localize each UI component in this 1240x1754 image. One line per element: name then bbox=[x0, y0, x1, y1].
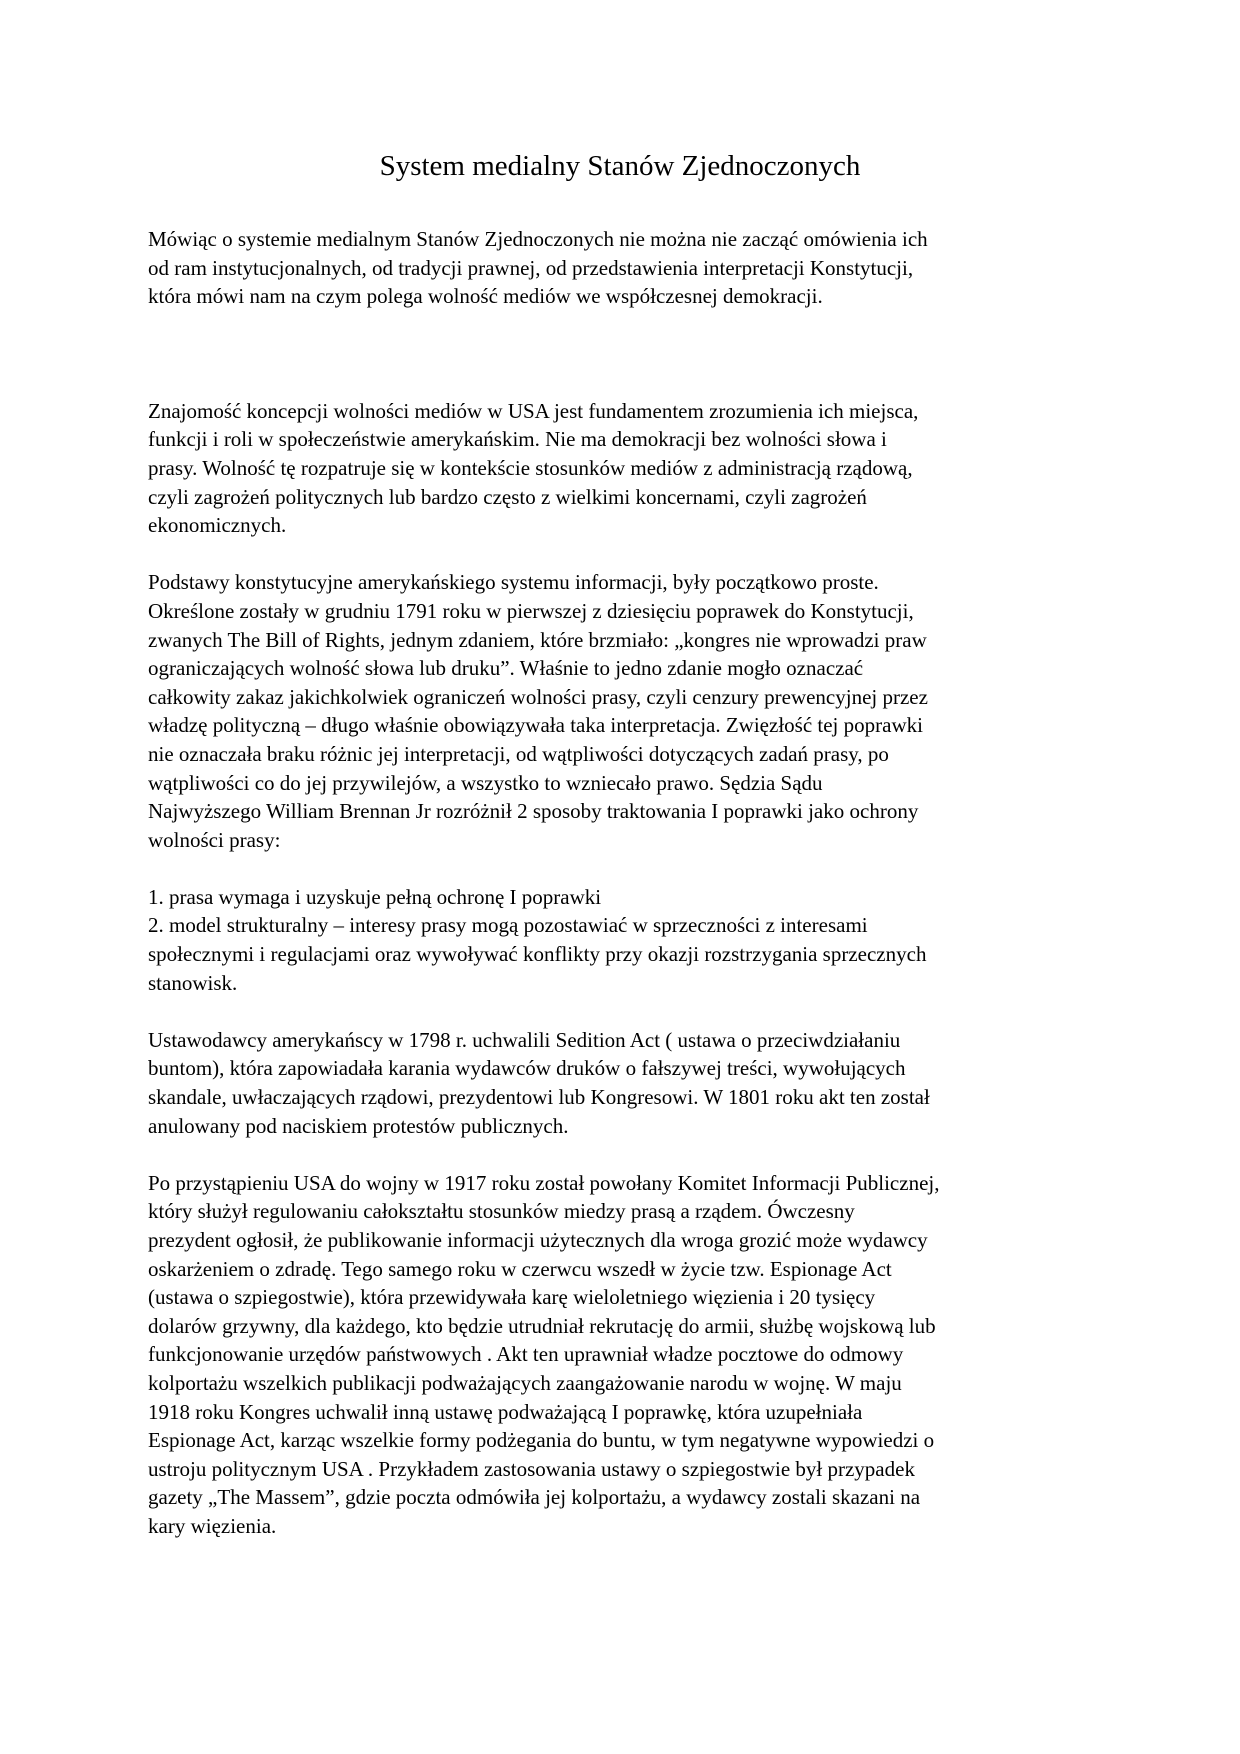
text-line: buntom), która zapowiadała karania wydawców druków o fałszywej treści, wywołujących bbox=[148, 1056, 906, 1081]
paragraph-spacer bbox=[148, 311, 1088, 397]
text-line: funkcji i roli w społeczeństwie amerykańskim. Nie ma demokracji bez wolności słowa i bbox=[148, 427, 887, 452]
list-item: 2. model strukturalny – interesy prasy mogą pozostawiać w sprzeczności z interesami bbox=[148, 913, 868, 938]
list-item: 1. prasa wymaga i uzyskuje pełną ochronę I poprawki bbox=[148, 884, 602, 909]
text-line: nie oznaczała braku różnic jej interpretacji, od wątpliwości dotyczących zadań prasy, po bbox=[148, 741, 889, 766]
text-line: Znajomość koncepcji wolności mediów w USA jest fundamentem zrozumienia ich miejsca, bbox=[148, 398, 919, 423]
text-line: która mówi nam na czym polega wolność mediów we współczesnej demokracji. bbox=[148, 284, 823, 309]
text-line: funkcjonowanie urzędów państwowych . Akt ten uprawniał władze pocztowe do odmowy bbox=[148, 1342, 904, 1367]
text-line: gazety „The Massem”, gdzie poczta odmówiła jej kolportażu, a wydawcy zostali skazani na bbox=[148, 1485, 921, 1510]
paragraph-sedition-act bbox=[148, 1026, 1088, 1140]
text-line: skandale, uwłaczających rządowi, prezydentowi lub Kongresowi. W 1801 roku akt ten został bbox=[148, 1085, 930, 1110]
text-line: prasy. Wolność tę rozpatruje się w kontekście stosunków mediów z administracją rządową, bbox=[148, 455, 913, 480]
text-line: wolności prasy: bbox=[148, 827, 281, 852]
text-line: władzę polityczną – długo właśnie obowiązywała taka interpretacja. Zwięzłość tej poprawki bbox=[148, 713, 923, 738]
text-line: kary więzienia. bbox=[148, 1513, 277, 1538]
text-line: anulowany pod naciskiem protestów publicznych. bbox=[148, 1113, 569, 1138]
text-line: prezydent ogłosił, że publikowanie informacji użytecznych dla wroga grozić może wydawcy bbox=[148, 1228, 928, 1252]
document-body bbox=[148, 225, 1088, 1541]
paragraph-spacer bbox=[148, 1140, 1088, 1169]
paragraph-spacer bbox=[148, 540, 1088, 569]
text-line: Espionage Act, karząc wszelkie formy podżegania do buntu, w tym negatywne wypowiedzi o bbox=[148, 1428, 935, 1453]
text-line: zwanych The Bill of Rights, jednym zdaniem, które brzmiało: „kongres nie wprowadzi praw bbox=[148, 627, 927, 652]
text-line: (ustawa o szpiegostwie), która przewidywała karę wieloletniego więzienia i 20 tysięcy bbox=[148, 1285, 876, 1310]
text-line: Mówiąc o systemie medialnym Stanów Zjednoczonych nie można nie zacząć omówienia ich bbox=[148, 227, 928, 251]
text-line: całkowity zakaz jakichkolwiek ograniczeń wolności prasy, czyli cenzury prewencyjnej przez bbox=[148, 684, 928, 709]
paragraph-freedom-concept bbox=[148, 397, 1088, 540]
text-line: społecznymi i regulacjami oraz wywoływać konflikty przy okazji rozstrzygania sprzecznych bbox=[148, 942, 927, 967]
paragraph-espionage-act bbox=[148, 1169, 1088, 1541]
page-title: System medialny Stanów Zjednoczonych bbox=[379, 150, 861, 182]
text-line: stanowisk. bbox=[148, 970, 238, 995]
text-line: ustroju politycznym USA . Przykładem zastosowania ustawy o szpiegostwie był przypadek bbox=[148, 1456, 915, 1481]
text-line: Określone zostały w grudniu 1791 roku w pierwszej z dziesięciu poprawek do Konstytucji, bbox=[148, 598, 914, 623]
text-line: który służył regulowaniu całokształtu stosunków miedzy prasą a rządem. Ówczesny bbox=[148, 1199, 855, 1224]
paragraph-list bbox=[148, 883, 1088, 997]
text-line: wątpliwości co do jej przywilejów, a wszystko to wzniecało prawo. Sędzia Sądu bbox=[148, 770, 823, 795]
paragraph-constitution bbox=[148, 568, 1088, 854]
text-line: czyli zagrożeń politycznych lub bardzo często z wielkimi koncernami, czyli zagrożeń bbox=[148, 484, 867, 509]
text-line: dolarów grzywny, dla każdego, kto będzie utrudniał rekrutację do armii, służbę wojskową lub bbox=[148, 1313, 936, 1338]
paragraph-spacer bbox=[148, 997, 1088, 1026]
text-line: Ustawodawcy amerykańscy w 1798 r. uchwalili Sedition Act ( ustawa o przeciwdziałaniu bbox=[148, 1027, 901, 1052]
text-line: Podstawy konstytucyjne amerykańskiego systemu informacji, były początkowo proste. bbox=[148, 570, 879, 595]
text-line: kolportażu wszelkich publikacji podważających zaangażowanie narodu w wojnę. W maju bbox=[148, 1370, 902, 1395]
paragraph-spacer bbox=[148, 854, 1088, 883]
text-line: oskarżeniem o zdradę. Tego samego roku w czerwcu wszedł w życie tzw. Espionage Act bbox=[148, 1256, 892, 1281]
paragraph-intro bbox=[148, 225, 1088, 311]
text-line: ekonomicznych. bbox=[148, 513, 287, 538]
text-line: Po przystąpieniu USA do wojny w 1917 roku został powołany Komitet Informacji Publicznej, bbox=[148, 1170, 940, 1195]
text-line: ograniczających wolność słowa lub druku”. Właśnie to jedno zdanie mogło oznaczać bbox=[148, 656, 864, 681]
text-line: 1918 roku Kongres uchwalił inną ustawę podważającą I poprawkę, która uzupełniała bbox=[148, 1399, 863, 1424]
text-line: Najwyższego William Brennan Jr rozróżnił 2 sposoby traktowania I poprawki jako ochrony bbox=[148, 799, 919, 824]
text-line: od ram instytucjonalnych, od tradycji prawnej, od przedstawienia interpretacji Konstytucji, bbox=[148, 255, 914, 280]
